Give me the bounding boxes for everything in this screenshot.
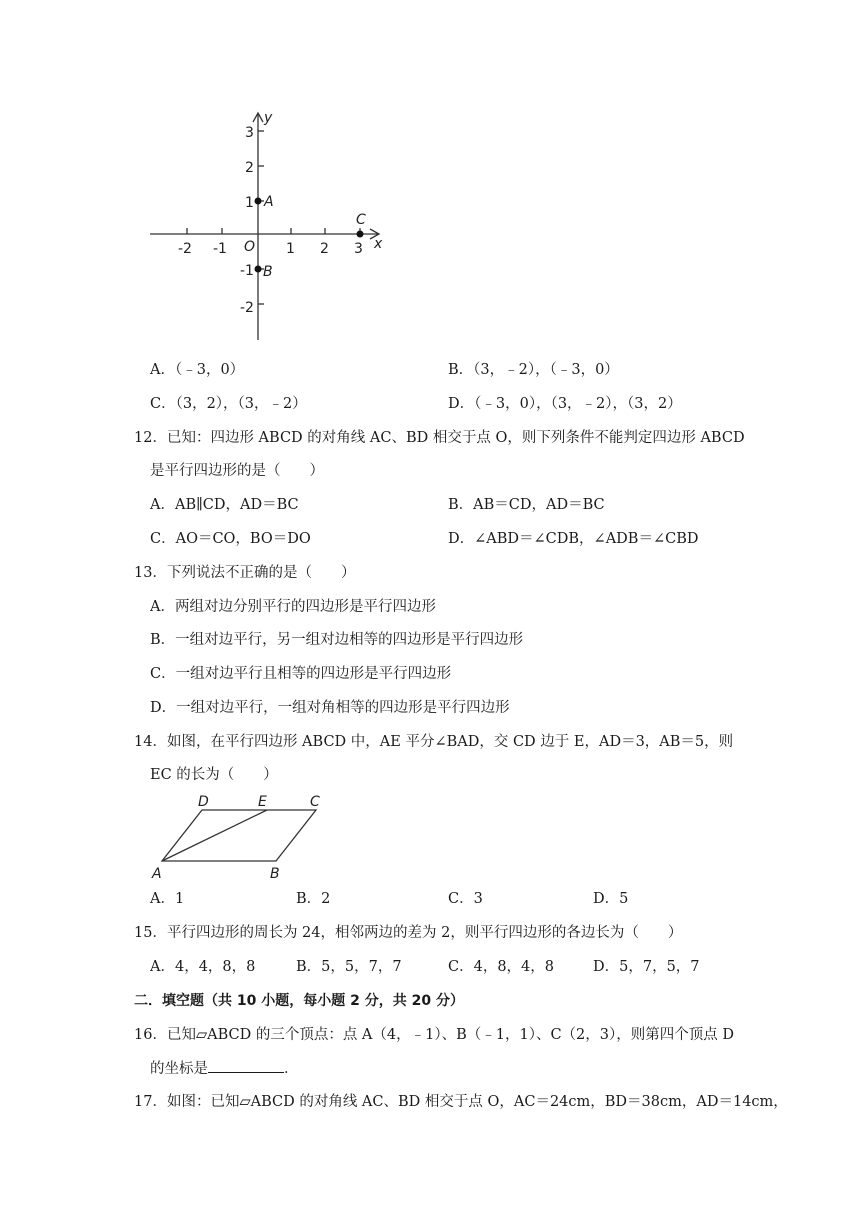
q12-option-b: B．AB＝CD，AD＝BC bbox=[448, 497, 605, 513]
q14-stem-cont: EC 的长为（ ） bbox=[150, 767, 278, 783]
q15-option-c: C．4，8，4，8 bbox=[448, 959, 554, 975]
q16-suffix: ． bbox=[284, 1061, 299, 1077]
origin-label: O bbox=[244, 239, 256, 255]
q14-option-b: B．2 bbox=[296, 891, 331, 907]
parallelogram-abcd bbox=[162, 810, 316, 861]
point-label-a: A bbox=[264, 194, 274, 210]
point-b bbox=[255, 266, 262, 273]
point-a bbox=[255, 198, 262, 205]
q13-option-c: C．一组对边平行且相等的四边形是平行四边形 bbox=[150, 666, 452, 682]
point-c bbox=[357, 231, 364, 238]
vertex-label-a: A bbox=[152, 866, 162, 880]
x-axis-label: x bbox=[374, 236, 383, 252]
q14-option-a: A．1 bbox=[150, 891, 185, 907]
q11-option-b: B．（3，﹣2），（﹣3，0） bbox=[448, 362, 619, 378]
section-heading: 二．填空题（共 10 小题，每小题 2 分，共 20 分） bbox=[134, 993, 464, 1009]
vertex-label-e: E bbox=[258, 794, 267, 810]
q15-stem: 15．平行四边形的周长为 24，相邻两边的差为 2，则平行四边形的各边长为（ ） bbox=[134, 925, 683, 941]
q15-option-d: D．5，7，5，7 bbox=[593, 959, 700, 975]
q12-stem-cont: 是平行四边形的是（ ） bbox=[150, 463, 324, 479]
x-tick-label: 2 bbox=[320, 241, 329, 257]
q13-option-b: B．一组对边平行，另一组对边相等的四边形是平行四边形 bbox=[150, 632, 524, 648]
q11-option-d: D．（﹣3，0），（3，﹣2），（3，2） bbox=[448, 396, 682, 412]
x-tick-label: -2 bbox=[178, 241, 192, 257]
q11-option-a: A．（﹣3，0） bbox=[150, 362, 245, 378]
vertex-label-b: B bbox=[270, 866, 280, 880]
y-tick-label: 1 bbox=[245, 195, 254, 211]
q11-option-c: C．（3，2），（3，﹣2） bbox=[150, 396, 307, 412]
q12-option-c: C．AO＝CO，BO＝DO bbox=[150, 531, 311, 547]
q14-option-d: D．5 bbox=[593, 891, 629, 907]
vertex-label-c: C bbox=[310, 794, 320, 810]
q12-option-d: D．∠ABD＝∠CDB，∠ADB＝∠CBD bbox=[448, 531, 699, 547]
q12-stem: 12．已知：四边形 ABCD 的对角线 AC、BD 相交于点 O，则下列条件不能判定四边形 ABCD bbox=[134, 430, 745, 446]
y-axis-label: y bbox=[264, 110, 273, 126]
q14-option-c: C．3 bbox=[448, 891, 483, 907]
q13-option-d: D．一组对边平行，一组对角相等的四边形是平行四边形 bbox=[150, 700, 510, 716]
y-tick-label: 3 bbox=[245, 125, 254, 141]
q16-stem: 16．已知▱ABCD 的三个顶点：点 A（4，﹣1）、B（﹣1，1）、C（2，3），则第四个顶点 D bbox=[134, 1027, 734, 1043]
q16-prefix: 的坐标是 bbox=[150, 1061, 208, 1077]
y-tick-label: -1 bbox=[240, 263, 254, 279]
point-label-c: C bbox=[356, 212, 366, 228]
point-label-b: B bbox=[263, 264, 273, 280]
y-tick-label: 2 bbox=[245, 160, 254, 176]
q13-stem: 13．下列说法不正确的是（ ） bbox=[134, 565, 356, 581]
q15-option-a: A．4，4，8，8 bbox=[150, 959, 256, 975]
vertex-label-d: D bbox=[198, 794, 209, 810]
y-tick-label: -2 bbox=[240, 300, 254, 316]
x-tick-label: 3 bbox=[354, 241, 363, 257]
q15-option-b: B．5，5，7，7 bbox=[296, 959, 402, 975]
q12-option-a: A．AB∥CD，AD＝BC bbox=[150, 497, 299, 513]
coordinate-figure bbox=[140, 108, 400, 348]
x-tick-label: -1 bbox=[213, 241, 227, 257]
q14-stem: 14．如图，在平行四边形 ABCD 中，AE 平分∠BAD，交 CD 边于 E，AD＝3，AB＝5，则 bbox=[134, 734, 734, 750]
q16-stem-cont bbox=[150, 1058, 299, 1079]
q13-option-a: A．两组对边分别平行的四边形是平行四边形 bbox=[150, 599, 436, 615]
parallelogram-figure bbox=[146, 790, 346, 880]
segment-ae bbox=[162, 810, 267, 861]
answer-blank[interactable] bbox=[208, 1058, 284, 1073]
x-tick-label: 1 bbox=[286, 241, 295, 257]
q17-stem: 17．如图：已知▱ABCD 的对角线 AC、BD 相交于点 O，AC＝24cm，BD＝38cm，AD＝14cm， bbox=[134, 1094, 788, 1110]
